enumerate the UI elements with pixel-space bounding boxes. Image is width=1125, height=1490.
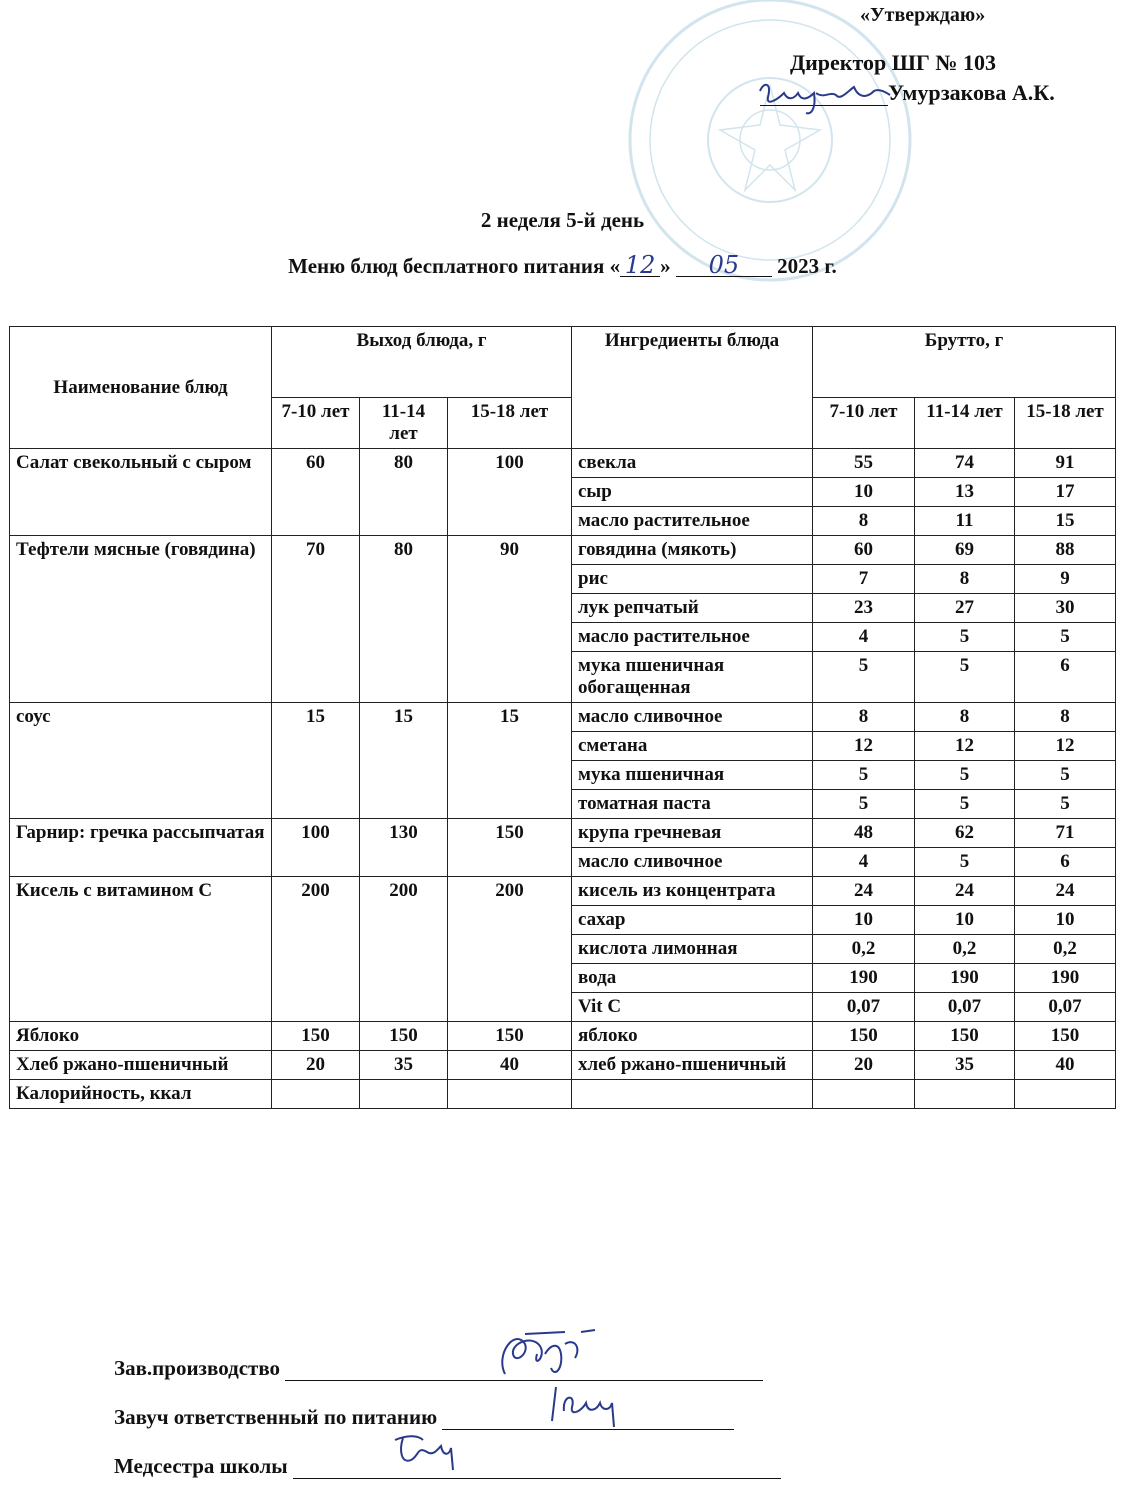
menu-title [0, 251, 1125, 279]
ingredient-name: мука пшеничная [572, 761, 813, 790]
dish-name: Гарнир: гречка рассыпчатая [10, 819, 272, 877]
ingredient-gross: 5 [1015, 623, 1116, 652]
ingredient-gross: 71 [1015, 819, 1116, 848]
director-signature-underline [760, 83, 888, 106]
week-day-heading: 2 неделя 5-й день [480, 208, 645, 232]
ingredient-gross: 24 [1015, 877, 1116, 906]
ingredient-gross: 150 [1015, 1022, 1116, 1051]
dish-output: 40 [448, 1051, 572, 1080]
menu-day-field: 12 [620, 254, 660, 277]
signature-nurse-label: Медсестра школы [114, 1454, 288, 1478]
table-row [10, 703, 1116, 732]
ingredient-gross: 24 [915, 877, 1015, 906]
dish-output: 20 [272, 1051, 360, 1080]
calories-cell [448, 1080, 572, 1109]
director-title: Директор ШГ № 103 [790, 50, 997, 75]
ingredient-gross: 40 [1015, 1051, 1116, 1080]
calories-row [10, 1080, 1116, 1109]
signature-production-label: Зав.производство [114, 1356, 281, 1380]
dish-output: 100 [448, 449, 572, 536]
director-signature-line [760, 80, 1055, 106]
ingredient-name: Vit C [572, 993, 813, 1022]
dish-name: Яблоко [10, 1022, 272, 1051]
school-stamp [620, 0, 920, 290]
dish-name: Салат свекольный с сыром [10, 449, 272, 536]
header-gross-age-15-18: 15-18 лет [1015, 398, 1116, 449]
menu-month-field: 05 [676, 254, 772, 277]
ingredient-name: томатная паста [572, 790, 813, 819]
menu-quote-close: » [660, 254, 671, 278]
ingredient-gross: 17 [1015, 478, 1116, 507]
dish-output: 35 [360, 1051, 448, 1080]
ingredient-name: сметана [572, 732, 813, 761]
ingredient-gross: 6 [1015, 848, 1116, 877]
dish-output: 200 [448, 877, 572, 1022]
signature-production-line [285, 1358, 763, 1381]
calories-cell [272, 1080, 360, 1109]
ingredient-gross: 5 [813, 652, 915, 703]
dish-output: 150 [272, 1022, 360, 1051]
ingredient-gross: 4 [813, 623, 915, 652]
ingredient-gross: 5 [813, 761, 915, 790]
signature-production-row [114, 1356, 763, 1381]
table-row [10, 536, 1116, 565]
table-row [10, 877, 1116, 906]
table-row [10, 1051, 1116, 1080]
header-age-7-10: 7-10 лет [272, 398, 360, 449]
header-output: Выход блюда, г [272, 327, 572, 398]
table-row [10, 1022, 1116, 1051]
header-dish-name: Наименование блюд [10, 327, 272, 449]
calories-cell [360, 1080, 448, 1109]
dish-output: 100 [272, 819, 360, 877]
ingredient-gross: 190 [915, 964, 1015, 993]
calories-cell [915, 1080, 1015, 1109]
ingredient-gross: 8 [1015, 703, 1116, 732]
header-gross-age-7-10: 7-10 лет [813, 398, 915, 449]
ingredient-name: рис [572, 565, 813, 594]
menu-title-prefix: Меню блюд бесплатного питания « [288, 254, 621, 278]
header-gross: Брутто, г [813, 327, 1116, 398]
dish-output: 60 [272, 449, 360, 536]
ingredient-gross: 0,2 [915, 935, 1015, 964]
dish-name: Тефтели мясные (говядина) [10, 536, 272, 703]
table-header-row [10, 327, 1116, 398]
ingredient-gross: 20 [813, 1051, 915, 1080]
ingredient-gross: 15 [1015, 507, 1116, 536]
nutrition-signature-icon [542, 1381, 632, 1431]
dish-output: 200 [272, 877, 360, 1022]
ingredient-name: сахар [572, 906, 813, 935]
ingredient-name: хлеб ржано-пшеничный [572, 1051, 813, 1080]
dish-output: 15 [360, 703, 448, 819]
calories-cell [813, 1080, 915, 1109]
ingredient-gross: 12 [915, 732, 1015, 761]
dish-output: 90 [448, 536, 572, 703]
ingredient-name: свекла [572, 449, 813, 478]
ingredient-gross: 10 [813, 478, 915, 507]
ingredient-gross: 10 [915, 906, 1015, 935]
ingredient-gross: 69 [915, 536, 1015, 565]
ingredient-name: кислота лимонная [572, 935, 813, 964]
dish-output: 70 [272, 536, 360, 703]
ingredient-gross: 10 [813, 906, 915, 935]
director-name: Умурзакова А.К. [888, 80, 1055, 105]
ingredient-gross: 30 [1015, 594, 1116, 623]
ingredient-gross: 0,07 [813, 993, 915, 1022]
menu-table [9, 326, 1116, 1109]
ingredient-gross: 5 [1015, 761, 1116, 790]
ingredient-gross: 62 [915, 819, 1015, 848]
dish-output: 80 [360, 536, 448, 703]
ingredient-gross: 24 [813, 877, 915, 906]
signature-nurse-row [114, 1454, 781, 1479]
ingredient-gross: 23 [813, 594, 915, 623]
ingredient-gross: 5 [915, 790, 1015, 819]
ingredient-gross: 35 [915, 1051, 1015, 1080]
ingredient-name: масло растительное [572, 623, 813, 652]
ingredient-name: мука пшеничная обогащенная [572, 652, 813, 703]
signature-nurse-line [293, 1456, 781, 1479]
ingredient-name: вода [572, 964, 813, 993]
dish-output: 200 [360, 877, 448, 1022]
ingredient-name: яблоко [572, 1022, 813, 1051]
ingredient-gross: 48 [813, 819, 915, 848]
ingredient-gross: 150 [915, 1022, 1015, 1051]
ingredient-name: масло растительное [572, 507, 813, 536]
ingredient-name: кисель из концентрата [572, 877, 813, 906]
signature-nutrition-label: Завуч ответственный по питанию [114, 1405, 438, 1429]
ingredient-gross: 12 [813, 732, 915, 761]
ingredient-gross: 5 [915, 761, 1015, 790]
ingredient-gross: 5 [915, 623, 1015, 652]
ingredient-name: лук репчатый [572, 594, 813, 623]
production-signature-icon [485, 1324, 605, 1384]
dish-name: Хлеб ржано-пшеничный [10, 1051, 272, 1080]
ingredient-gross: 7 [813, 565, 915, 594]
ingredient-gross: 55 [813, 449, 915, 478]
ingredient-gross: 150 [813, 1022, 915, 1051]
dish-output: 15 [272, 703, 360, 819]
dish-output: 130 [360, 819, 448, 877]
ingredient-gross: 5 [915, 848, 1015, 877]
ingredient-name: масло сливочное [572, 848, 813, 877]
approval-label: «Утверждаю» [860, 4, 986, 26]
dish-output: 150 [360, 1022, 448, 1051]
ingredient-gross: 9 [1015, 565, 1116, 594]
ingredient-gross: 11 [915, 507, 1015, 536]
calories-label: Калорийность, ккал [10, 1080, 272, 1109]
dish-output: 150 [448, 1022, 572, 1051]
header-ingredients: Ингредиенты блюда [572, 327, 813, 449]
ingredient-gross: 13 [915, 478, 1015, 507]
ingredient-gross: 27 [915, 594, 1015, 623]
ingredient-gross: 91 [1015, 449, 1116, 478]
dish-output: 150 [448, 819, 572, 877]
table-body [10, 449, 1116, 1080]
table-row [10, 819, 1116, 848]
ingredient-gross: 5 [915, 652, 1015, 703]
ingredient-gross: 190 [1015, 964, 1116, 993]
header-age-11-14: 11-14 лет [360, 398, 448, 449]
ingredient-name: сыр [572, 478, 813, 507]
ingredient-gross: 88 [1015, 536, 1116, 565]
ingredient-gross: 10 [1015, 906, 1116, 935]
ingredient-gross: 5 [1015, 790, 1116, 819]
dish-output: 80 [360, 449, 448, 536]
table-row [10, 449, 1116, 478]
ingredient-gross: 190 [813, 964, 915, 993]
ingredient-gross: 4 [813, 848, 915, 877]
ingredient-gross: 8 [813, 703, 915, 732]
ingredient-gross: 0,2 [813, 935, 915, 964]
signature-nutrition-line [442, 1407, 734, 1430]
nurse-signature-icon [389, 1430, 469, 1476]
director-signature-icon [754, 77, 894, 117]
ingredient-gross: 8 [915, 565, 1015, 594]
ingredient-gross: 5 [813, 790, 915, 819]
ingredient-gross: 8 [915, 703, 1015, 732]
calories-cell [572, 1080, 813, 1109]
signature-nutrition-row [114, 1405, 734, 1430]
menu-year: 2023 г. [777, 254, 837, 278]
header-age-15-18: 15-18 лет [448, 398, 572, 449]
dish-name: Кисель с витамином С [10, 877, 272, 1022]
header-gross-age-11-14: 11-14 лет [915, 398, 1015, 449]
dish-name: соус [10, 703, 272, 819]
ingredient-gross: 12 [1015, 732, 1116, 761]
ingredient-gross: 8 [813, 507, 915, 536]
ingredient-gross: 0,07 [1015, 993, 1116, 1022]
ingredient-gross: 0,07 [915, 993, 1015, 1022]
ingredient-gross: 0,2 [1015, 935, 1116, 964]
dish-output: 15 [448, 703, 572, 819]
ingredient-name: крупа гречневая [572, 819, 813, 848]
ingredient-gross: 74 [915, 449, 1015, 478]
ingredient-name: масло сливочное [572, 703, 813, 732]
ingredient-gross: 6 [1015, 652, 1116, 703]
ingredient-name: говядина (мякоть) [572, 536, 813, 565]
calories-cell [1015, 1080, 1116, 1109]
ingredient-gross: 60 [813, 536, 915, 565]
